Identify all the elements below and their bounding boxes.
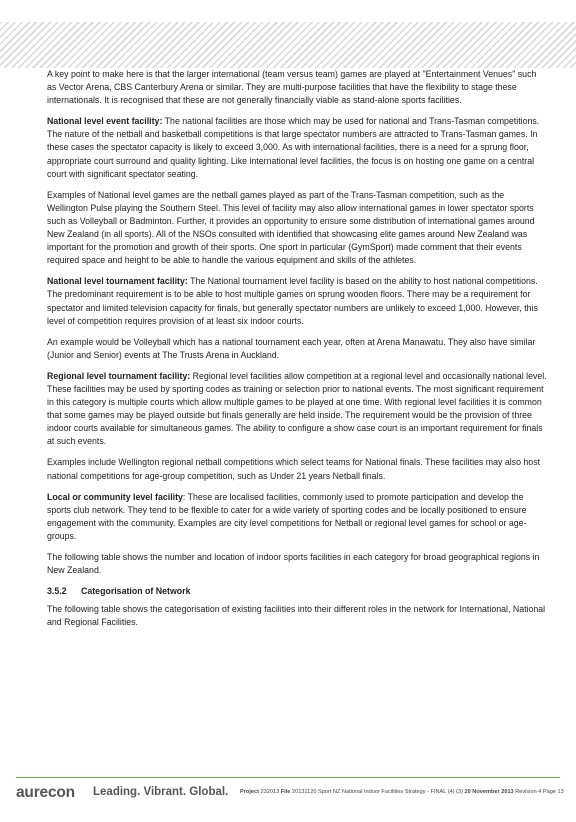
section-number: 3.5.2 [47, 586, 67, 597]
paragraph-table-intro: The following table shows the number and location of indoor sports facilities in each category for broad geographical regions in New Zealand. [47, 552, 540, 576]
paragraph-closing: The following table shows the categorisation of existing facilities into their different roles in the network for International, National and Regional Facilities. [47, 604, 546, 628]
paragraph-regional-examples: Examples include Wellington regional netball competitions which select teams for National finals. These facilities may also host national competitions for age-group competition, such as Under 21 years Netball finals. [47, 457, 541, 481]
aurecon-logo: aurecon [16, 784, 75, 801]
paragraph-local-community: Local or community level facility: These are localised facilities, commonly used to promote participation and develop the sports club network. They tend to be flexible to cater for a wide variety of sporting codes and be locally positioned to ensure engagement with the community. Examples are city level competitions for Netball or regional level games for school or age-groups. [47, 491, 527, 541]
section-title: Categorisation of Network [81, 586, 191, 597]
page-number: Page 13 [542, 789, 564, 795]
term-national-tournament: National level tournament facility: [47, 276, 188, 287]
paragraph-regional-tournament: Regional level tournament facility: Regional level facilities allow competition at a regional level and occasionally national level. These facilities may be used by sporting codes as training or selection prior to national events. The most significant requirement in this category is multiple courts which allow multiple games to be played at one time. With regional level facilities it is common that some games may be played outside but finals generally are held inside. The requirement would be the provision of three indoor courts available for simultaneous games. The ability to configure a show case court is an important requirement for finals at such events. [47, 370, 547, 447]
term-local-community: Local or community level facility [47, 491, 183, 502]
term-national-event: National level event facility: [47, 116, 163, 127]
section-heading [47, 585, 547, 598]
paragraph-intro: A key point to make here is that the larger international (team versus team) games are played at "Entertainment Venues" such as Vector Arena, CBS Canterbury Arena or similar. They are multi-purpose facilities that have the flexibility to stage these internationals. It is recognised that these are not generally financially viable as stand-alone sports facilities. [47, 69, 537, 106]
paragraph-national-event: National level event facility: The national facilities are those which may be used for national and Trans-Tasman competitions. The nature of the netball and basketball competitions is that large spectator numbers are attracted to Trans-Tasman games. In these cases the spectator capacity is likely to exceed 3,000. As with international facilities, there is a need for a sprung floor, appropriate court surround and quality lighting. Like international level facilities, the focus is on hosting one game on a central court with significant spectator seating. [47, 116, 540, 179]
footer-tagline: Leading. Vibrant. Global. [93, 786, 229, 798]
paragraph-national-examples: Examples of National level games are the netball games played as part of the Trans-Tasman competition, such as the Wellington Pulse playing the Southern Steel. This level of facility may also allow international games in lower spectator sports such as Volleyball or Badminton. Further, it provides an opportunity to ensure some distribution of international games around New Zealand (in all sports). All of the NSOs consulted with identified that showcasing elite games around New Zealand was important for the promotion and growth of their sports. One sport in particular (GymSport) made comment that their events required space and height to be able to handle the various equipment and skills of the athletes. [47, 189, 535, 266]
footer-divider [16, 777, 560, 778]
paragraph-volleyball-example: An example would be Volleyball which has a national tournament each year, often at Arena Manawatu. They also have similar (Junior and Senior) events at The Trusts Arena in Auckland. [47, 336, 536, 360]
footer-project-info: Project 232013 File 20131120 Sport NZ National Indoor Facilities Strategy - FINAL (4) (3) 20 November 2013 Revision 4 Page 13 [240, 789, 564, 795]
paragraph-national-tournament: National level tournament facility: The National tournament level facility is based on the ability to host national competitions. The predominant requirement is to be able to host multiple games on sprung wooden floors. There may be a requirement for spectator and limited television capacity for finals, but generally spectator numbers are unlikely to exceed 1,000. However, this level of competition requires provision of at least six indoor courts. [47, 276, 538, 326]
term-regional-tournament: Regional level tournament facility: [47, 370, 191, 381]
header-hatch-band [0, 22, 576, 68]
page-body [47, 68, 547, 637]
page-footer [16, 784, 564, 804]
